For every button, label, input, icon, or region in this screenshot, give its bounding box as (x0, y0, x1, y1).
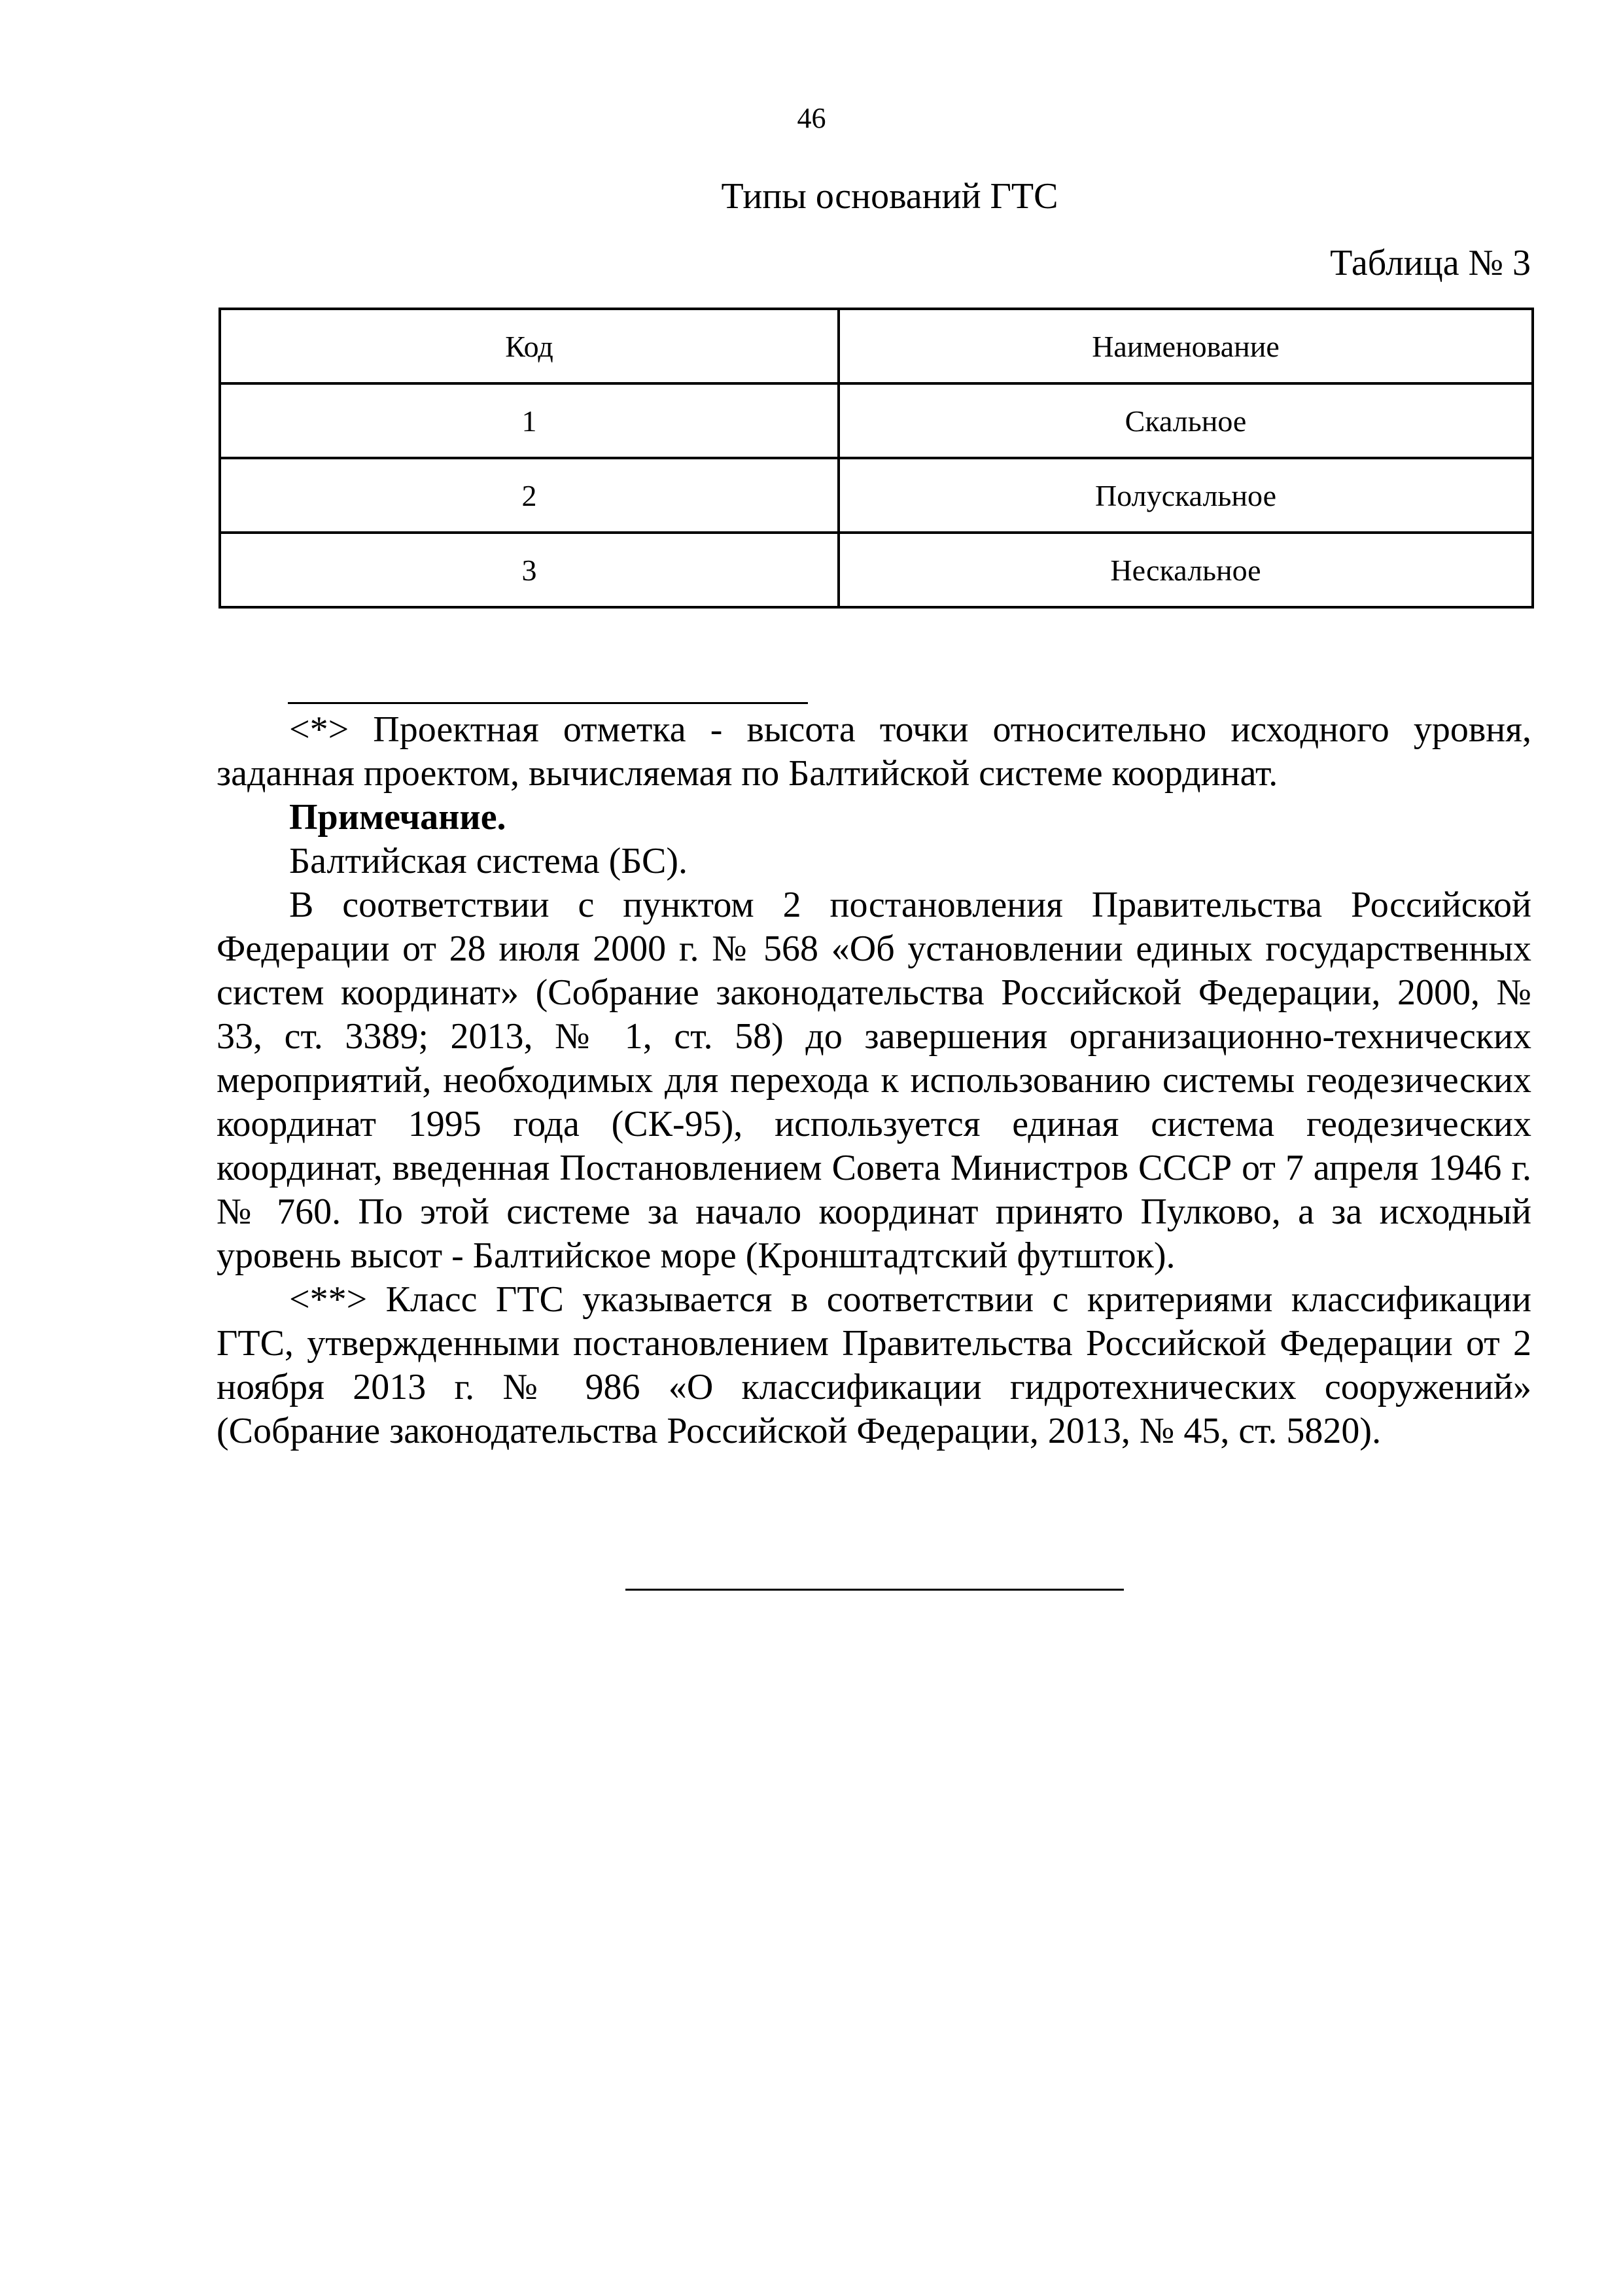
cell-name: Полускальное (839, 458, 1533, 533)
cell-code: 3 (220, 533, 839, 607)
header-name: Наименование (839, 309, 1533, 383)
table-header-row (220, 309, 1533, 383)
note-heading: Примечание. (289, 797, 506, 838)
note-baltic-system: Балтийская система (БС). (289, 841, 688, 881)
foundation-types-table (218, 308, 1534, 609)
cell-code: 1 (220, 383, 839, 458)
table-row (220, 383, 1533, 458)
footnote-elevation: <*> Проектная отметка - высота точки относительно исходного уровня, заданная проектом, вычисляемая по Балтийской системе координат. (217, 709, 1531, 794)
table-number-label: Таблица № 3 (1330, 243, 1531, 283)
notes-section (217, 708, 1531, 1453)
end-separator (625, 1589, 1124, 1591)
footnote-separator (288, 702, 808, 704)
note-paragraph: В соответствии с пунктом 2 постановления Правительства Российской Федерации от 28 июля 2000 г. № 568 «Об установлении единых государственных систем координат» (Собрание законодательства Российской Федерации, 2000, № 33, ст. 3389; 2013, № 1, ст. 58) до завершения организационно-технических мероприятий, необходимых для перехода к использованию системы геодезических координат 1995 года (СК-95), используется единая система геодезических координат, введенная Постановлением Совета Министров СССР от 7 апреля 1946 г. № 760. По этой системе за начало координат принято Пулково, а за исходный уровень высот - Балтийское море (Кронштадтский футшток). (217, 885, 1531, 1276)
footnote-class: <**> Класс ГТС указывается в соответствии с критериями классификации ГТС, утвержденными постановлением Правительства Российской Федерации от 2 ноября 2013 г. № 986 «О классификации гидротехнических сооружений» (Собрание законодательства Российской Федерации, 2013, № 45, ст. 5820). (217, 1279, 1531, 1451)
cell-name: Нескальное (839, 533, 1533, 607)
cell-name: Скальное (839, 383, 1533, 458)
page-number: 46 (797, 102, 826, 134)
cell-code: 2 (220, 458, 839, 533)
table-row (220, 458, 1533, 533)
table-title: Типы оснований ГТС (721, 176, 1058, 217)
table-row (220, 533, 1533, 607)
header-code: Код (220, 309, 839, 383)
